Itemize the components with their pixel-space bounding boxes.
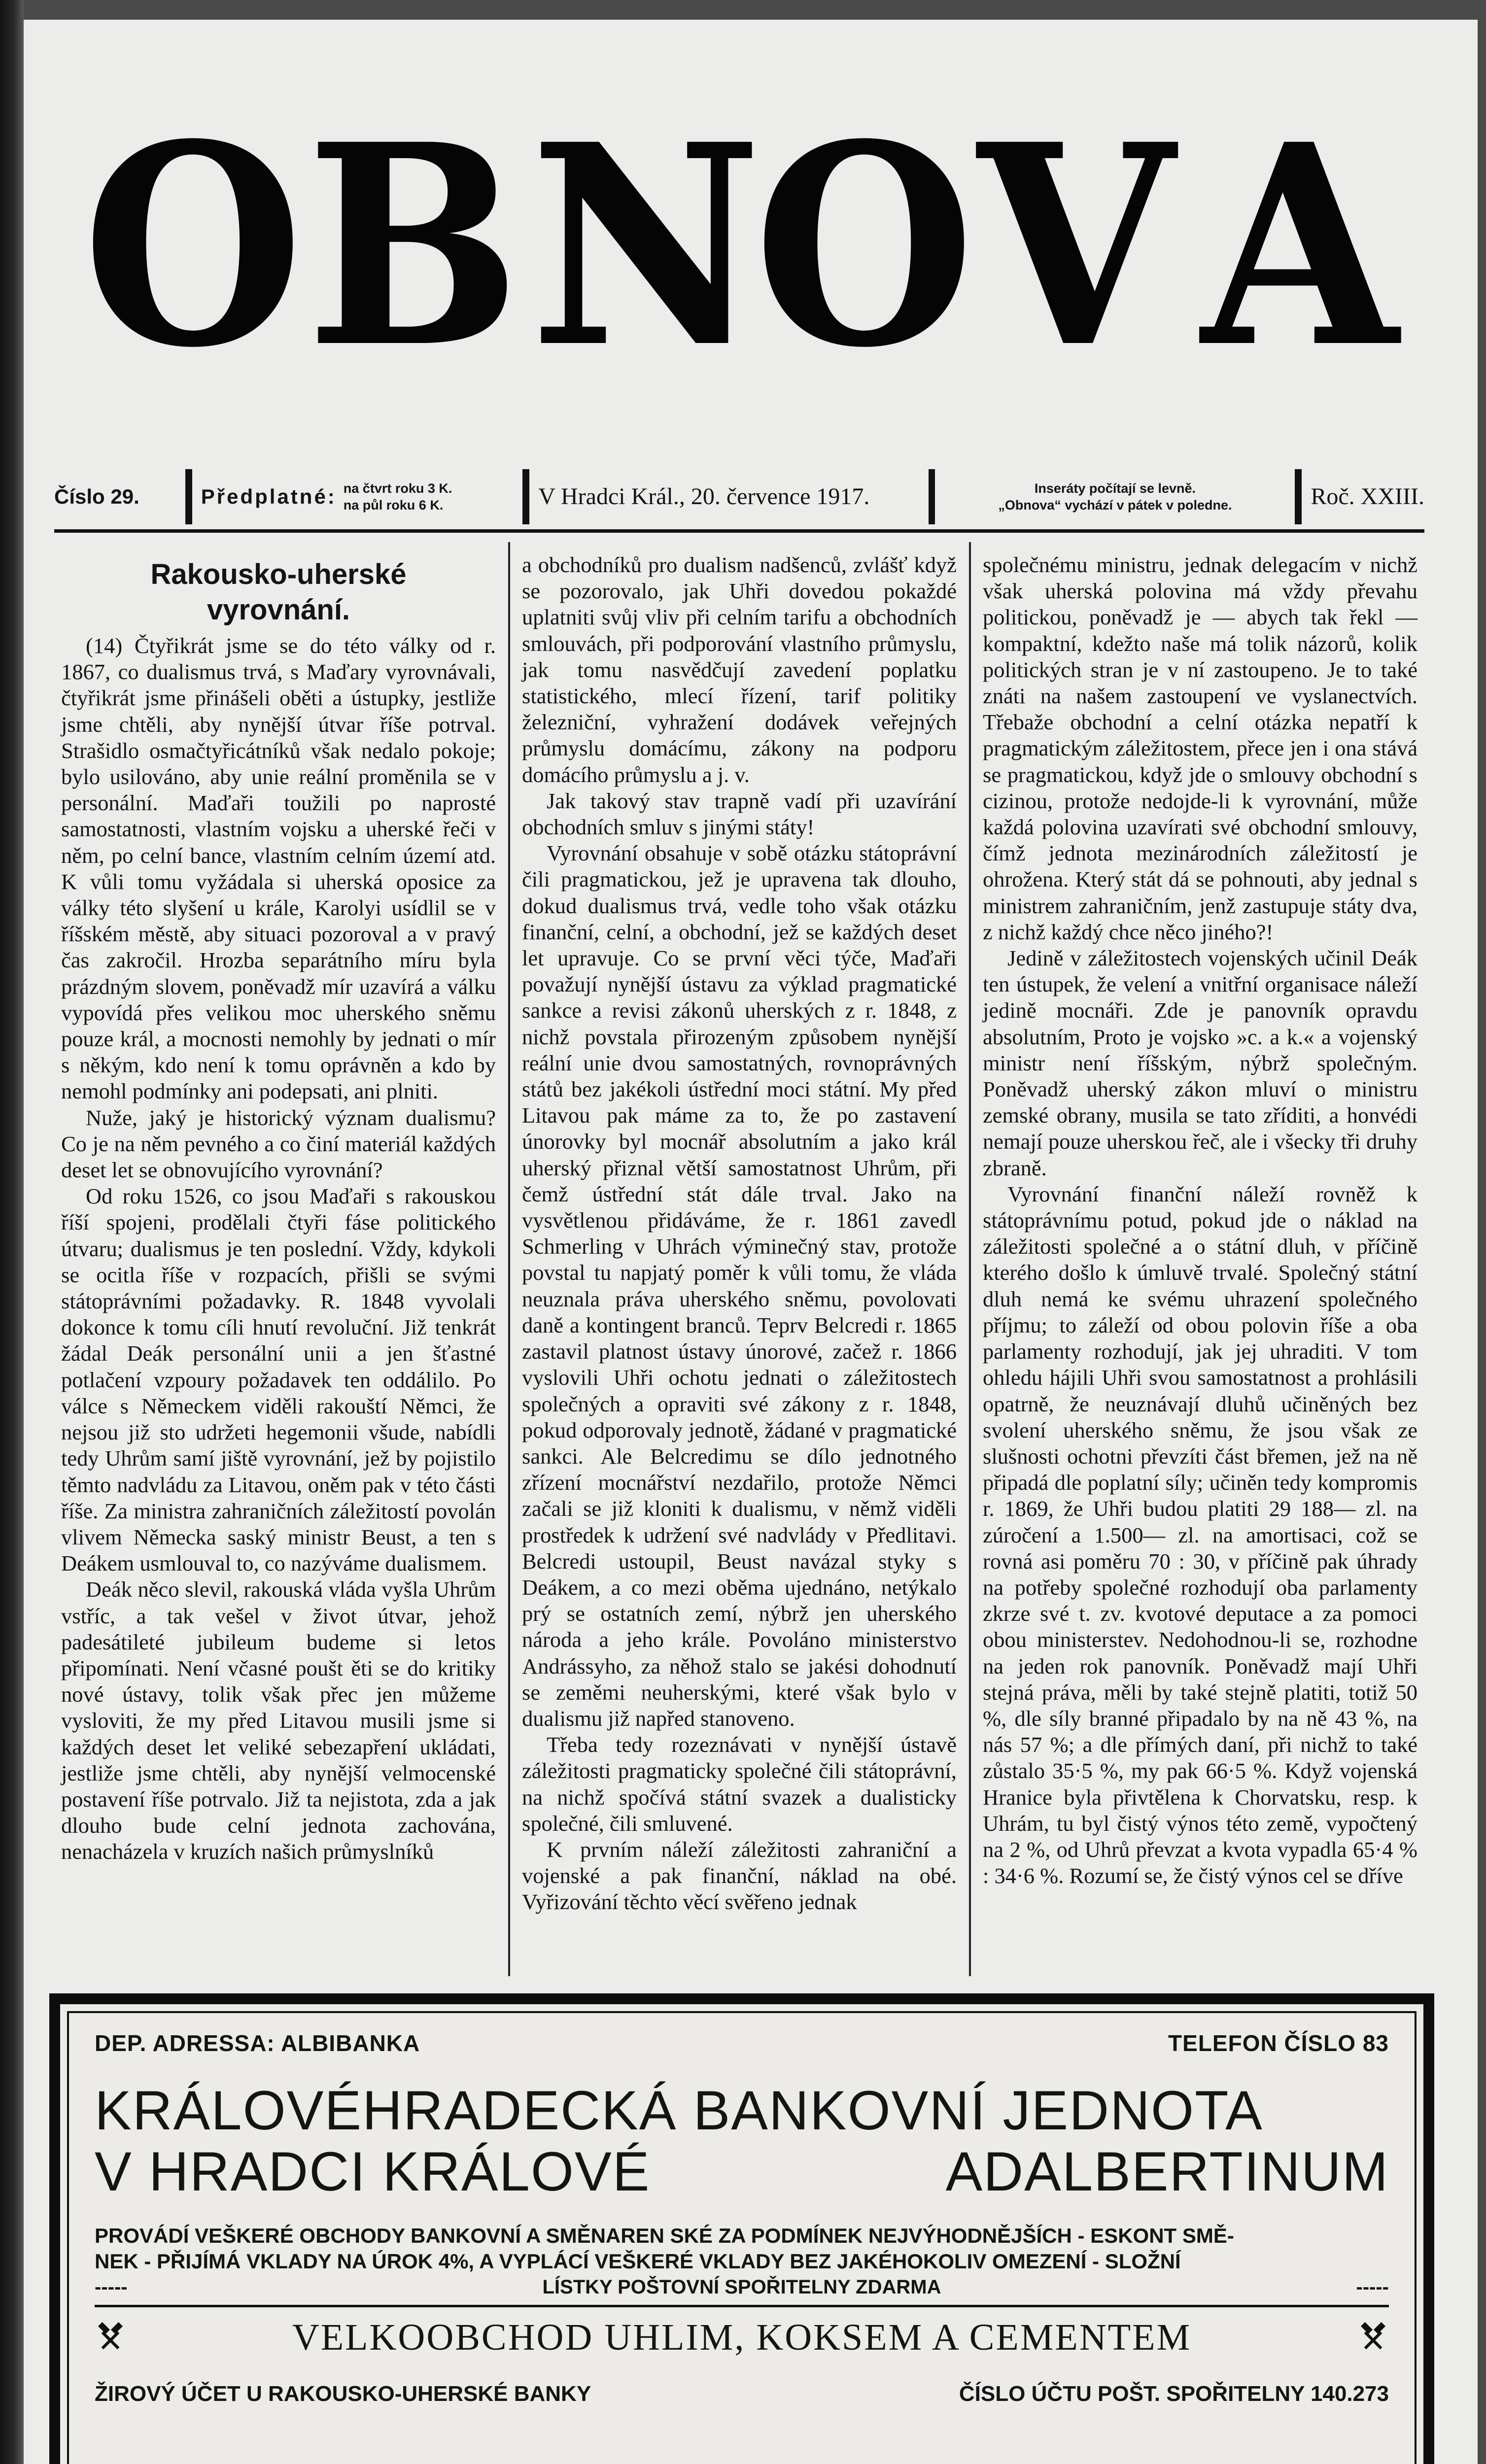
subscription-price-half: na půl roku 6 K.	[343, 497, 444, 513]
article-paragraph: Jedině v záležitostech vojenských učinil Deák ten ústupek, že velení a vnitřní organisace náleží jedině mocnáři. Zde je panovník opravdu absolutním, Proto je vojsko »c. a k.« a vojenský ministr není říšským, nýbrž společným. Poněvadž uherský zákon mluví o ministru zemské obrany, musila se tato zříditi, a honvédi nemají pouze uherskou řeč, ale i všecky tři druhy zbraně.	[983, 946, 1417, 1180]
bank-advertisement	[49, 1993, 1434, 2464]
ads-note	[944, 480, 1286, 513]
masthead-letter: O	[82, 84, 304, 409]
subscription-block	[201, 480, 514, 513]
column-3	[976, 542, 1424, 1976]
crossed-hammers-icon	[1357, 2322, 1389, 2354]
article-paragraph: (14) Čtyřikrát jsme se do této války od r. 1867, co dualismus trvá, s Maďary vyrovnávali, čtyřikrát jsme přinášeli oběti a ústupky, jestliže jsme chtěli, aby nynější útvar říše potrval. Strašidlo osmačtyřicátníků však nedalo pokoje; bylo usilováno, aby unie reální proměnila se v personální. Maďaři toužili po naprosté samostatnosti, vlastním vojsku a uherské řeči v něm, po celní bance, vlastním celním území atd. K vůli tomu vyžádala si uherská oposice za války této slyšení u krále, Karolyi usídlil se v říšském městě, aby situaci pozoroval a v pravý čas zakročil. Hrozba separátního míru byla prázdným slovem, poněvadž mír uzavírá a válku vypovídá přes velikou moc uherského sněmu pouze král, a mocnosti nemohly by jednati o mír s někým, kdo není k tomu oprávněn a kdo by nemohl podmínky ani podepsati, ani plniti.	[61, 633, 496, 1104]
info-separator	[929, 469, 935, 524]
article-paragraph: a obchodníků pro dualism nadšenců, zvlášť když se pozorovalo, jak Uhři dovedou pokaždé uplatniti svůj vliv při celním tarifu a obchodních smlouvách, při podporování vlastního průmyslu, jak tomu nasvědčují zavedení poplatku statistického, mlecí řízení, tarif politiky železniční, vyhražení dodávek veřejných průmyslu domácímu, zákony na podporu domácího průmyslu a j. v.	[522, 552, 957, 787]
masthead-rule	[54, 529, 1424, 533]
telephone-number: TELEFON ČÍSLO 83	[1168, 2030, 1389, 2056]
advert-footer	[95, 2382, 1389, 2406]
masthead-letter: B	[306, 84, 521, 409]
issue-number: Číslo 29.	[54, 484, 139, 508]
column-2	[515, 542, 964, 1976]
services-line-3: LÍSTKY POŠTOVNÍ SPOŘITELNY ZDARMA	[542, 2276, 941, 2298]
headline-line-1: Rakousko-uherské	[150, 558, 407, 590]
wholesale-line	[95, 2316, 1389, 2359]
article-paragraph: Nuže, jaký je historický význam dualismu? Co je na něm pevného a co činí materiál každých deset let se obnovujícího vyrovnání?	[61, 1105, 496, 1183]
bank-name: KRÁLOVÉHRADECKÁ BANKOVNÍ JEDNOTA	[95, 2080, 1263, 2141]
article-paragraph: K prvním náleží záležitosti zahraniční a vojenské a pak finanční, náklad na obé. Vyřizování těchto věcí svěřeno jednak	[522, 1837, 957, 1915]
info-separator	[522, 469, 529, 524]
advert-header	[95, 2030, 1389, 2056]
article-paragraph: společnému ministru, jednak delegacím v nichž však uherská polovina má vždy převahu politickou, poněvadž je — abych tak řekl — kompaktní, kdežto naše má tolik názorů, kolik politických stran je v ní zastoupeno. Je to také znáti na našem zastoupení ve vyslanectvích. Třebaže obchodní a celní otázka nepatří k pragmatickým záležitostem, přece jen i ona stává se pragmatickou, když jde o smlouvy obchodní s cizinou, protože nedojde-li k vyrovnání, může každá polovina uzavírati své obchodní smlouvy, čímž jednota mezinárodních záležitostí je ohrožena. Který stát dá se pohnouti, aby jednal s ministrem zahraničním, jenž zastupuje státy dva, z nichž každý chce něco jiného?!	[983, 552, 1417, 944]
services-line-1: PROVÁDÍ VEŠKERÉ OBCHODY BANKOVNÍ A SMĚNAREN SKÉ ZA PODMÍNEK NEJVÝHODNĚJŠÍCH - ESKONT SMĚ-	[95, 2224, 1234, 2247]
subscription-prices	[344, 480, 452, 513]
services-line-2: NEK - PŘIJÍMÁ VKLADY NA ÚROK 4%, A VYPLÁCÍ VEŠKERÉ VKLADY BEZ JAKÉHOKOLIV OMEZENÍ - SLOŽNÍ	[95, 2250, 1181, 2273]
article-paragraph: Deák něco slevil, rakouská vláda vyšla Uhrům vstříc, a tak vešel v život útvar, jehož padesátileté jubileum budeme si letos připomínati. Není včasné poušt ěti se do kritiky nové ústavy, tolik však přec jen můžeme vysloviti, že my před Litavou musili jsme si každých deset let veliké sebezapření ukládati, jestliže jsme chtěli, aby nynější velmocenské postavení říše potrvalo. Již ta nejistota, zda a jak dlouho bude celní jednota zachována, nenacházela v kruzích našich průmyslníků	[61, 1577, 496, 1864]
article-paragraph: Jak takový stav trapně vadí při uzavírání obchodních smluv s jinými státy!	[522, 788, 957, 840]
crossed-hammers-icon	[95, 2322, 126, 2354]
article-paragraph: Třeba tedy rozeznávati v nynější ústavě záležitosti pragmaticky společné čili státoprávní, na nichž spočívá státní svazek a dualisticky společné, čili smluvené.	[522, 1732, 957, 1836]
dash-right: -----	[1356, 2276, 1389, 2298]
masthead-letter: N	[530, 84, 762, 409]
bank-building: ADALBERTINUM	[945, 2141, 1389, 2202]
binding-edge	[0, 0, 24, 2464]
postal-savings-account: ČÍSLO ÚČTU POŠT. SPOŘITELNY 140.273	[959, 2382, 1389, 2406]
ads-note-line2: „Obnova“ vychází v pátek v poledne.	[998, 497, 1232, 513]
telegraph-address: DEP. ADRESSA: ALBIBANKA	[95, 2030, 420, 2056]
issue-info-line	[54, 466, 1424, 527]
headline-line-2: vyrovnání.	[207, 594, 350, 626]
column-divider	[964, 542, 976, 1976]
ads-note-line1: Inseráty počítají se levně.	[1034, 480, 1196, 496]
info-separator	[185, 469, 192, 524]
column-divider	[503, 542, 515, 1976]
subscription-label: Předplatné:	[201, 484, 337, 508]
article-columns	[54, 542, 1424, 1976]
bank-location-line	[95, 2141, 1389, 2202]
wholesale-text: VELKOOBCHOD UHLIM, KOKSEM A CEMENTEM	[292, 2317, 1192, 2358]
volume-number: Roč. XXIII.	[1311, 483, 1424, 510]
column-1	[54, 542, 503, 1976]
advert-rule	[95, 2305, 1389, 2307]
subscription-price-quarter: na čtvrt roku 3 K.	[343, 480, 452, 496]
article-headline	[61, 557, 496, 628]
article-paragraph: Vyrovnání obsahuje v sobě otázku státoprávní čili pragmatickou, jež je upravena tak dlouho, dokud dualismus trvá, vedle toho však otázku finanční, celní, a obchodní, jež se každých deset let upravuje. Co se první věci týče, Maďaři považují nynější ústavu za výklad pragmatické sankce a revisi zákonů uherských z r. 1848, z nichž povstala přirozeným způsobem nynější reální unie dvou samostatných, rovnoprávných států bez jakékoli ústřední moci státní. My před Litavou pak máme za to, že po zastavení únorovky byl mocnář absolutním a jako král uherský přiznal větší samostatnost Uhrům, při čemž ústřední stát dále trval. Jako na vysvětlenou přidáváme, že r. 1861 zavedl Schmerling v Uhrách výminečný stav, protože povstal tu napjatý poměr k vůli tomu, že vláda neuznala práva uherského sněmu, povolovati daně a kontingent branců. Teprv Belcredi r. 1865 zastavil platnost ústavy únorové, začež r. 1866 vyslovili Uhři ochotu jednati o záležitostech společných a opraviti své zákony z r. 1848, pokud odporovaly jednotě, žádané v pragmatické sankci. Ale Belcredimu se dílo jednotného zřízení mocnářství nezdařilo, protože Němci začali se již kloniti k dualismu, v němž viděli prostředek k udržení své nadvlády v Předlitavi. Belcredi ustoupil, Beust navázal styky s Deákem, a co mezi oběma ujednáno, netýkalo prý se ostatních zemí, nýbrž jen uherského národa a jeho krále. Povoláno ministerstvo Andrássyho, za něhož stalo se jakési dohodnutí se zeměmi neuherskými, které však bylo v dualismu již napřed stanoveno.	[522, 841, 957, 1731]
article-paragraph: Od roku 1526, co jsou Maďaři s rakouskou říší spojeni, prodělali čtyři fáse politického útvaru; dualismus je ten poslední. Vždy, kdykoli se ocitla říše v rozpacích, přišli se svými státoprávními požadavky. R. 1848 vyvolali dokonce k tomu cíli hnutí revoluční. Již tenkrát žádal Deák personální unii a jen šťastné potlačení vzpoury požadavek ten oddálilo. Po válce s Německem viděli rakouští Němci, že nejsou již sto udržeti hegemonii všude, nabídli tedy Uhrům samí jiště vyrovnání, jež by pojistilo těmto nadvládu za Litavou, oněm pak v této části říše. Za ministra zahraničních záležitostí povolán vlivem Německa saský ministr Beust, a ten s Deákem usmlouval to, co nazýváme dualismem.	[61, 1184, 496, 1576]
masthead-letter: O	[754, 84, 975, 409]
services-line-3-row	[95, 2274, 1389, 2300]
masthead-letter: A	[1201, 84, 1398, 409]
bank-services	[95, 2223, 1389, 2300]
article-paragraph: Vyrovnání finanční náleží rovněž k státoprávnímu potud, pokud jde o náklad na záležitosti společné a o státní dluh, v příčině kterého došlo k úmluvě trvalé. Společný státní dluh nemá ke svému uhrazení společného příjmu; to záleží od obou polovin říše a oba parlamenty rozhodují, jak jej uhraditi. V tom ohledu hájili Uhři svou samostatnost a prohlásili opatrně, že neuznávají dluhů učiněných bez svolení uherského sněmu, že jsou však ze slušnosti ochotni převzíti část břemen, jež na ně připadá dle poplatní síly; učiněn tedy kompromis r. 1869, že Uhři budou platiti 29 188— zl. na zúročení a 1.500— zl. na amortisaci, což se rovná asi poměru 70 : 30, v příčině pak úhrady na potřeby společné rozhodují oba parlamenty zkrze své t. zv. kvotové deputace a za pomoci obou ministerstev. Nedohodnou-li se, rozhodne na jeden rok panovník. Poněvadž mají Uhři stejná práva, měli by také stejně platiti, totiž 50 %, dle síly branné připadalo by na ně 43 %, na nás 57 %; a dle přímých daní, při nichž to také zůstalo 35·5 %, my pak 66·5 %. Když vojenská Hranice byla přivtělena k Chorvatsku, resp. k Uhrám, tu byl čistý výnos této země, vypočtený na 2 %, od Uhrů převzat a kvota vypadla 65·4 % : 34·6 %. Rozumí se, že čistý výnos cel se dříve	[983, 1181, 1417, 1888]
giro-account: ŽIROVÝ ÚČET U RAKOUSKO-UHERSKÉ BANKY	[95, 2382, 591, 2406]
info-separator	[1295, 469, 1302, 524]
masthead-letter: V	[977, 84, 1175, 409]
masthead	[74, 84, 1405, 409]
bank-city: V HRADCI KRÁLOVÉ	[95, 2141, 651, 2202]
dash-left: -----	[95, 2276, 128, 2298]
place-date: V Hradci Král., 20. července 1917.	[538, 483, 870, 510]
